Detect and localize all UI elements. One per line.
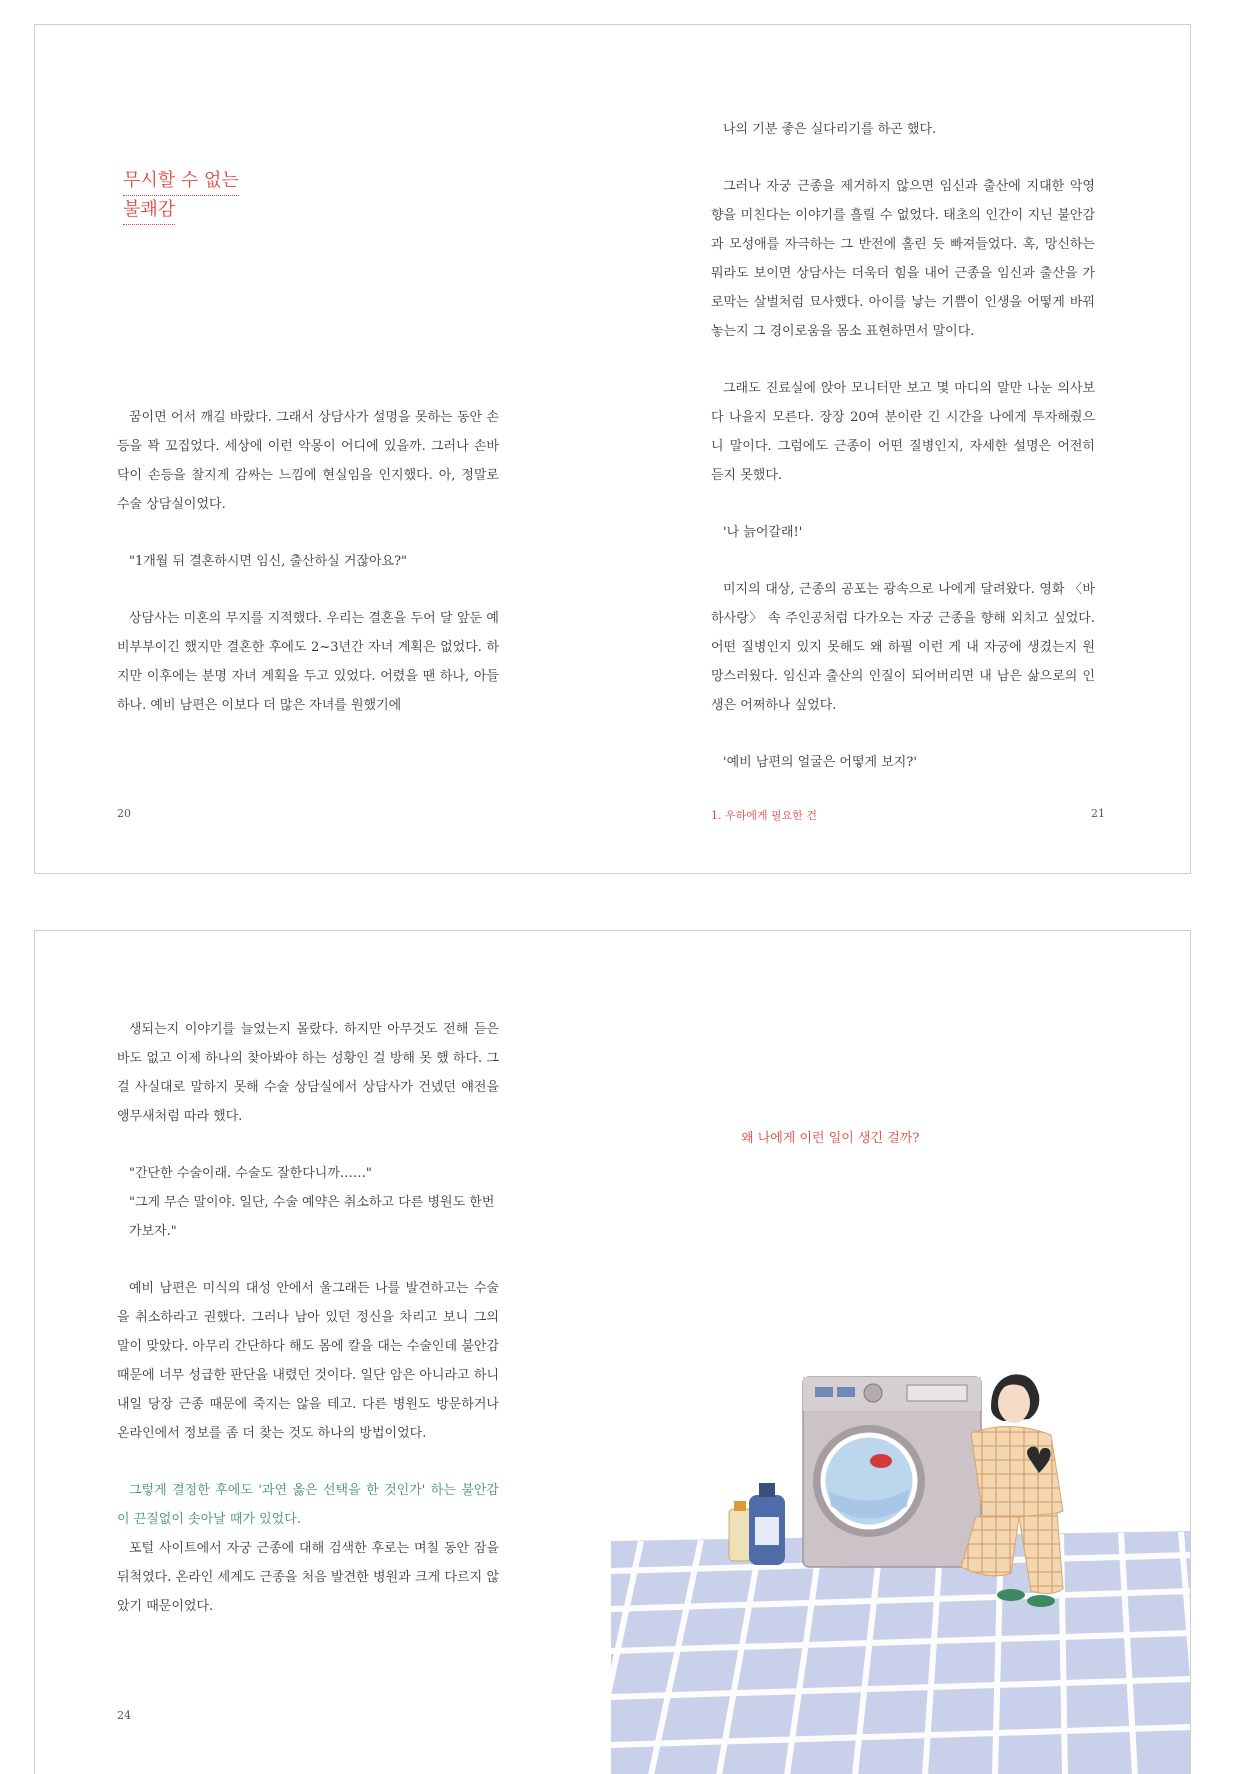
book-spread-1: [34, 24, 1191, 874]
laundry-illustration: [611, 1341, 1191, 1774]
paragraph-spacer: [711, 490, 1095, 518]
dialogue-quote: '예비 남편의 얼굴은 어떻게 보지?': [723, 755, 917, 770]
paragraph-spacer: [117, 1131, 499, 1159]
book-spread-2: [34, 930, 1191, 1774]
body-paragraph: 그래도 진료실에 앉아 모니터만 보고 몇 마디의 말만 나눈 의사보다 나을지 모른다. 장장 20여 분이란 긴 시간을 나에게 투자해줬으니 말이다. 그럼에도 근종이 어떤 질병인지, 자세한 설명은 어전히 듣지 못했다.: [711, 381, 1095, 483]
paragraph-spacer: [711, 144, 1095, 172]
dialogue-quote: '나 늙어갈래!': [723, 525, 803, 540]
dialogue-quote: "간단한 수술이래. 수술도 잘한다니까……": [129, 1166, 372, 1181]
chapter-title: [123, 167, 239, 225]
right-page-number: 21: [1091, 807, 1105, 820]
paragraph-spacer: [117, 576, 499, 604]
paragraph-spacer: [711, 346, 1095, 374]
body-paragraph: 상담사는 미혼의 무지를 지적했다. 우리는 결혼을 두어 달 앞둔 예비부부이긴 했지만 결혼한 후에도 2~3년간 자녀 계획은 없었다. 하지만 이후에는 분명 자녀 계획을 두고 있었다. 어렸을 땐 하나, 아들 하나. 예비 남편은 이보다 더 많은 자녀를 원했기에: [117, 611, 499, 713]
paragraph-spacer: [117, 1448, 499, 1476]
left-page-text: [117, 1015, 499, 1621]
body-paragraph: 예비 남편은 미식의 대성 안에서 울그래든 나를 발견하고는 수술을 취소하라고 권했다. 그러나 남아 있던 정신을 차리고 보니 그의 말이 맞았다. 아무리 간단하다 해도 몸에 칼을 대는 수술인데 불안감 때문에 너무 성급한 판단을 내렸던 것이다. 일단 암은 아니라고 하니 내일 당장 근종 때문에 죽지는 않을 테고. 다른 병원도 방문하거나 온라인에서 정보를 좀 더 찾는 것도 하나의 방법이었다.: [117, 1281, 499, 1441]
paragraph-spacer: [117, 519, 499, 547]
body-paragraph: 생되는지 이야기를 늘었는지 몰랐다. 하지만 아무것도 전해 듣은 바도 없고 이제 하나의 찾아봐야 하는 성황인 걸 방해 못 했 하다. 그걸 사실대로 말하지 못해 수술 상담실에서 상담사가 건넸던 얘전을 앵무새처럼 따라 했다.: [117, 1022, 499, 1124]
left-page-number: 20: [117, 807, 131, 820]
dialogue-quote: "그게 무슨 말이야. 일단, 수술 예약은 취소하고 다른 병원도 한번 가보자.": [129, 1195, 495, 1239]
paragraph-spacer: [711, 547, 1095, 575]
body-paragraph: 포털 사이트에서 자궁 근종에 대해 검색한 후로는 며칠 동안 잠을 뒤척였다. 온라인 세계도 근종을 처음 발견한 병원과 크게 다르지 않았기 때문이었다.: [117, 1541, 499, 1614]
washing-machine: [803, 1377, 981, 1567]
paragraph-spacer: [711, 720, 1095, 748]
paragraph-spacer: [117, 1246, 499, 1274]
section-subtitle: 왜 나에게 이런 일이 생긴 걸까?: [741, 1131, 920, 1146]
dialogue-quote: "1개월 뒤 결혼하시면 임신, 출산하실 거잖아요?": [129, 554, 408, 569]
chapter-title-line-1: 무시할 수 없는: [123, 167, 239, 196]
body-paragraph: 나의 기분 좋은 실다리기를 하곤 했다.: [723, 122, 937, 137]
running-head: 1. 우하에게 필요한 건: [711, 809, 817, 822]
body-paragraph: 그렇게 결정한 후에도 '과연 옳은 선택을 한 것인가' 하는 불안감이 끈질없이 솟아날 때가 있었다.: [117, 1483, 499, 1527]
left-page-text: [117, 403, 499, 720]
chapter-title-line-2: 불쾌감: [123, 196, 175, 225]
body-paragraph: 그러나 자궁 근종을 제거하지 않으면 임신과 출산에 지대한 악영향을 미친다는 이야기를 흘릴 수 없었다. 태초의 인간이 지닌 불안감과 모성애를 자극하는 그 반전에 홀린 듯 빠져들었다. 혹, 망신하는 뭐라도 보이면 상담사는 더욱더 힘을 내어 근종을 임신과 출산을 가로막는 살벌처럼 묘사했다. 아이를 낳는 기쁨이 인생을 어떻게 바꿔놓는지 그 경이로움을 몸소 표현하면서 말이다.: [711, 179, 1095, 339]
right-page-text: [711, 115, 1095, 777]
body-paragraph: 꿈이면 어서 깨길 바랐다. 그래서 상담사가 설명을 못하는 동안 손등을 꽉 꼬집었다. 세상에 이런 악몽이 어디에 있을까. 그러나 손바닥이 손등을 찰지게 감싸는 느낌에 현실임을 인지했다. 아, 정말로 수술 상담실이었다.: [117, 410, 499, 512]
detergent-bottles: [729, 1483, 785, 1565]
left-page-number: 24: [117, 1709, 131, 1722]
body-paragraph: 미지의 대상, 근종의 공포는 광속으로 나에게 달려왔다. 영화 〈바하사랑〉 속 주인공처럼 다가오는 자궁 근종을 향해 외치고 싶었다. 어떤 질병인지 있지 못해도 왜 하필 이런 게 내 자궁에 생겼는지 원망스러웠다. 임신과 출산의 인질이 되어버리면 내 남은 삶으로의 인생은 어쩌하나 싶었다.: [711, 582, 1095, 713]
